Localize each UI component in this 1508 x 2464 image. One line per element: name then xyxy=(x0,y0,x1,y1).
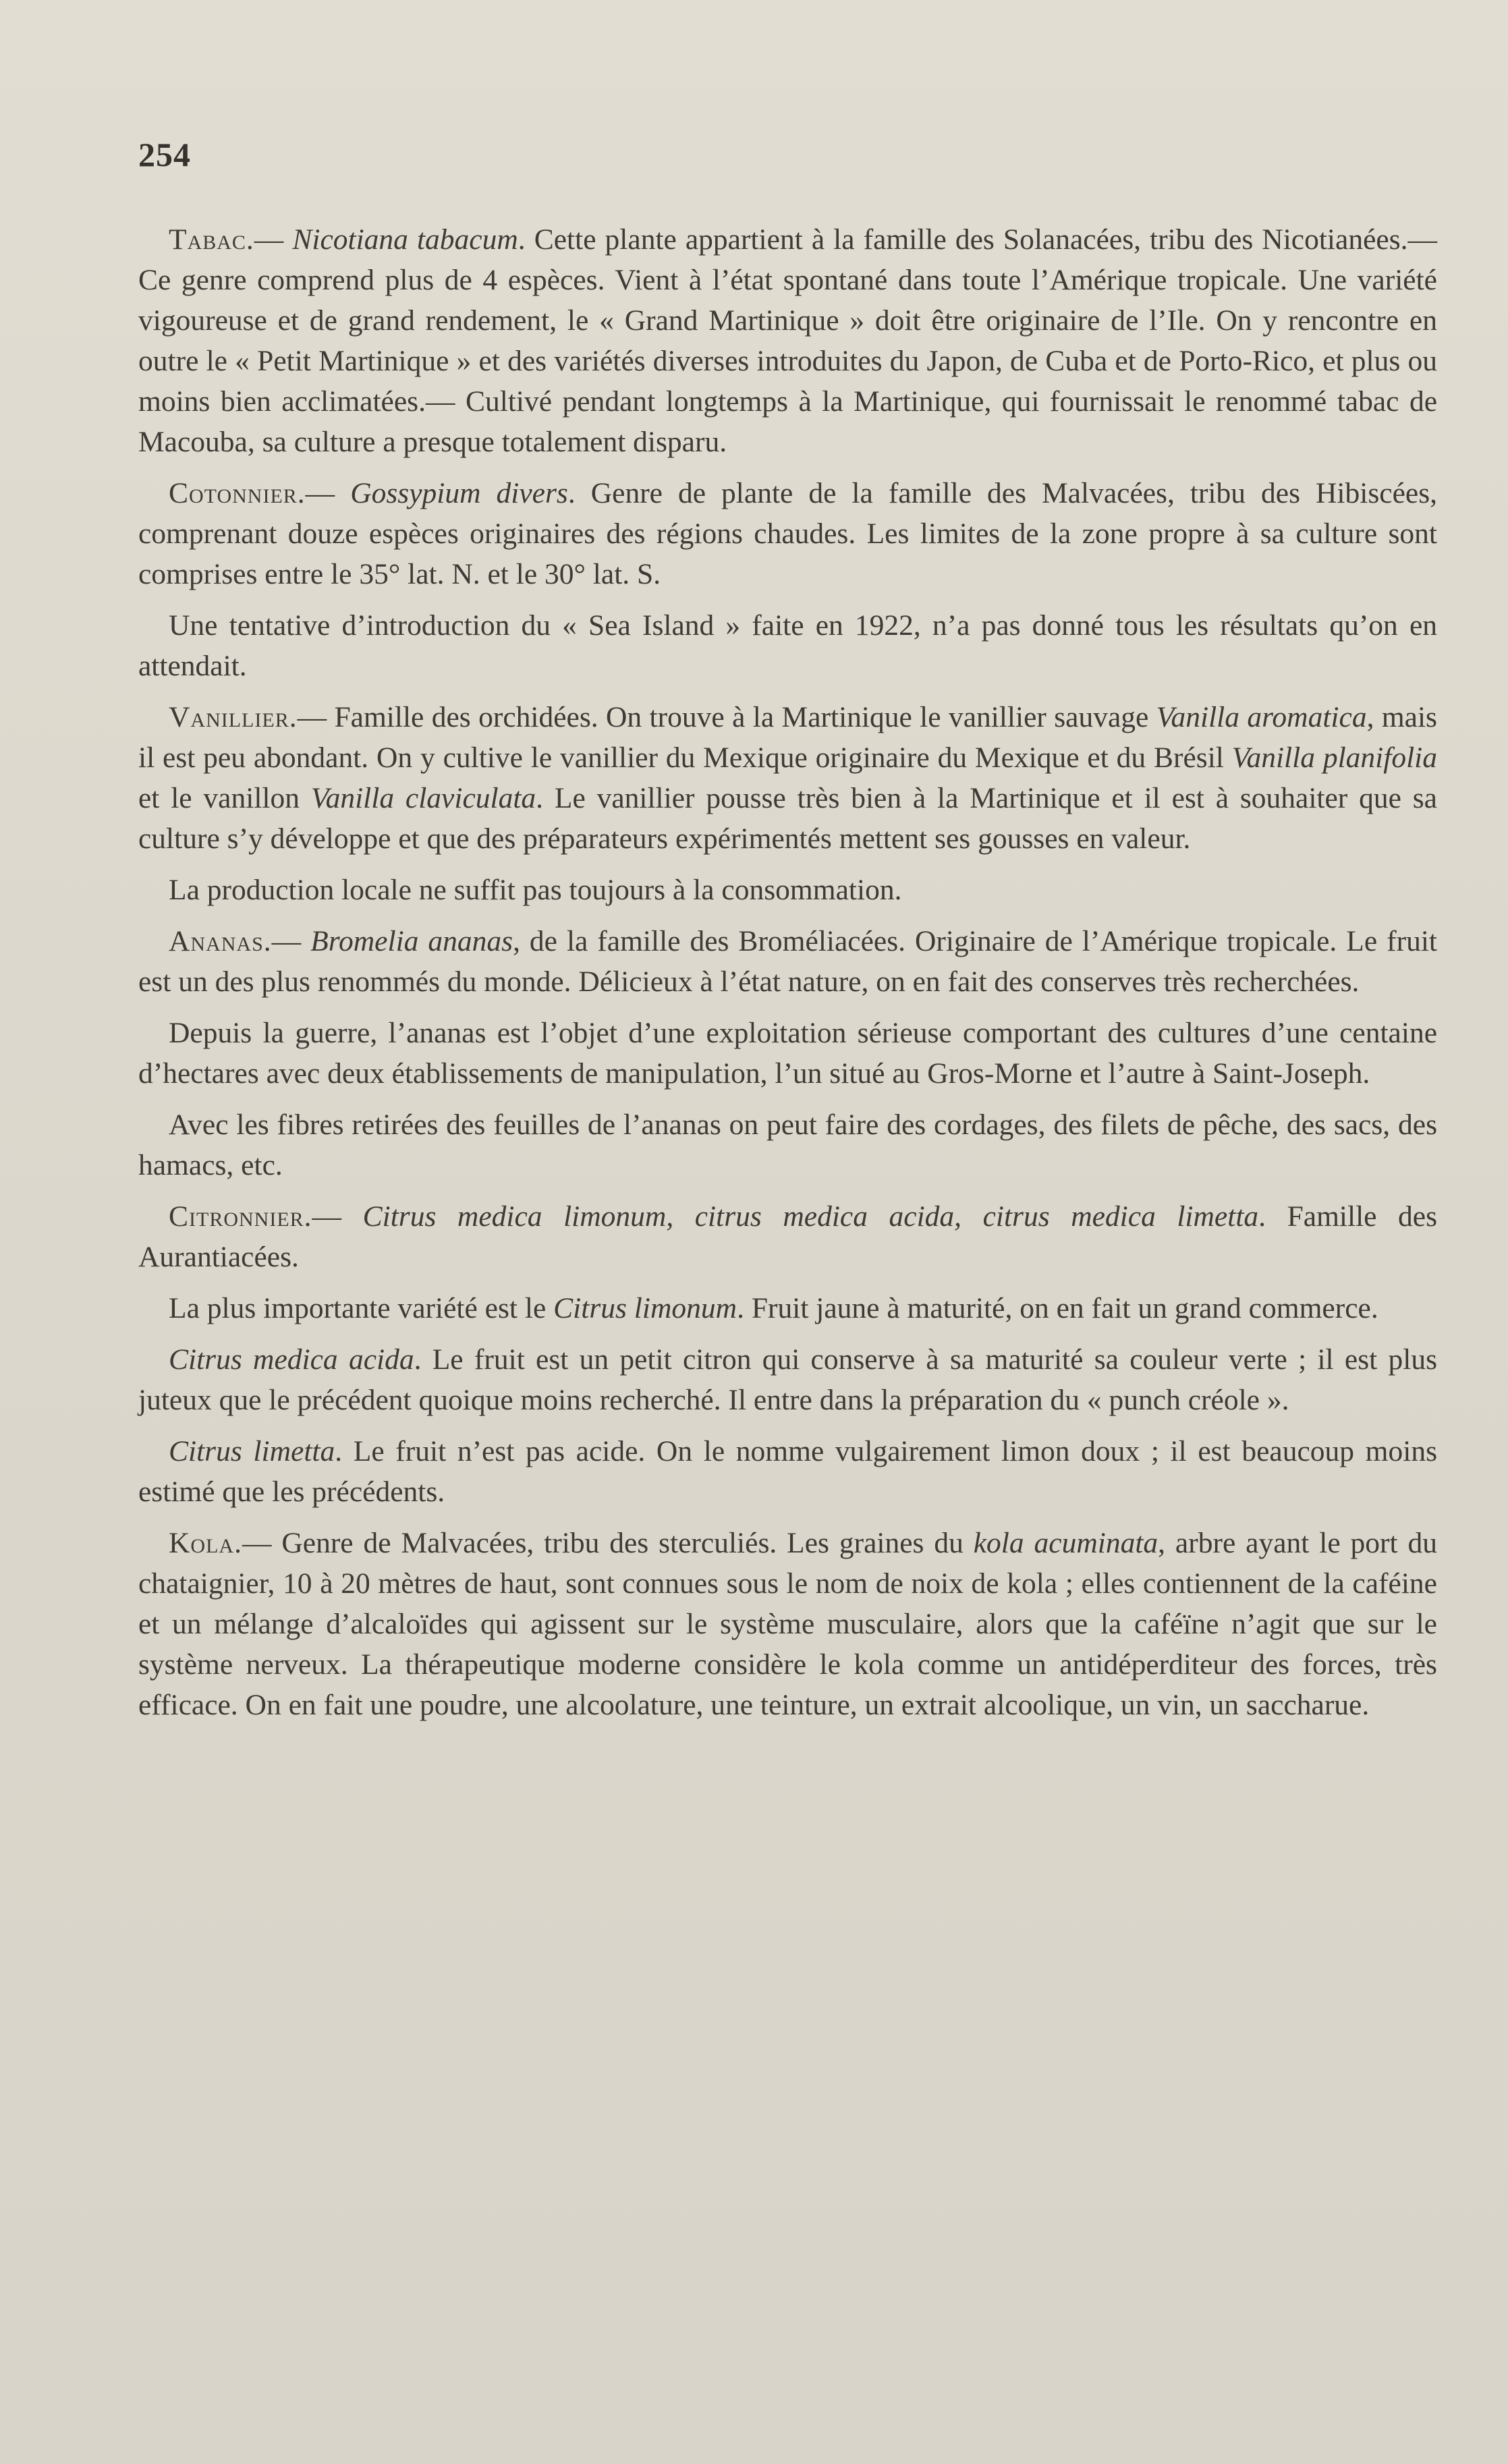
text-run: — Famille des orchidées. On trouve à la Martinique le vanillier sauvage xyxy=(297,701,1156,733)
body-text xyxy=(138,219,1437,1725)
text-run: . Famille des Aurantiacées. xyxy=(138,1200,1438,1273)
text-run: La plus importante variété est le xyxy=(169,1292,554,1324)
paragraph xyxy=(138,1288,1437,1328)
latin-name: Vanilla claviculata xyxy=(310,782,536,814)
paragraph xyxy=(138,1339,1437,1420)
text-run: . Le vanillier pousse très bien à la Martinique et il est à souhaiter que sa culture s’y développe et que des préparateurs expérimentés mettent ses gousses en valeur. xyxy=(138,782,1437,855)
text-run: , arbre ayant le port du chataignier, 10 à 20 mètres de haut, sont connues sous le nom de noix de kola ; elles contiennent de la caféine et un mélange d’alcaloïdes qui agissent sur le système musculaire, alors que la caféïne n’agit que sur le système nerveux. La thérapeutique moderne considère le kola comme un antidéperditeur des forces, très efficace. On en fait une poudre, une alcoolature, une teinture, un extrait alcoolique, un vin, un saccharue. xyxy=(138,1527,1437,1721)
entry-heading: Tabac. xyxy=(169,223,254,256)
text-run: — xyxy=(312,1200,363,1233)
entry-heading: Kola. xyxy=(169,1527,242,1559)
text-run: — Genre de Malvacées, tribu des sterculiés. Les graines du xyxy=(242,1527,974,1559)
entry-heading: Ananas. xyxy=(169,925,272,957)
paragraph xyxy=(138,1013,1437,1094)
latin-name: Citrus limetta xyxy=(169,1435,335,1467)
paragraph xyxy=(138,605,1437,686)
latin-name: Nicotiana tabacum xyxy=(292,223,518,256)
text-run: . Le fruit est un petit citron qui conserve à sa maturité sa couleur verte ; il est plus juteux que le précédent quoique moins recherché. Il entre dans la préparation du « punch créole ». xyxy=(138,1343,1437,1416)
latin-name: kola acuminata xyxy=(973,1527,1158,1559)
text-run: , mais il est peu abondant. On y cultive le vanillier du Mexique originaire du Mexique et du Brésil xyxy=(138,701,1437,774)
paragraph xyxy=(138,1196,1437,1277)
paragraph xyxy=(138,697,1437,859)
paragraph xyxy=(138,219,1437,462)
text-run: — xyxy=(305,477,351,509)
entry-heading: Cotonnier. xyxy=(169,477,306,509)
text-run: . Genre de plante de la famille des Malvacées, tribu des Hibiscées, comprenant douze espèces originaires des régions chaudes. Les limites de la zone propre à sa culture sont comprises entre le 35° lat. N. et le 30° lat. S. xyxy=(138,477,1438,590)
text-run: , de la famille des Broméliacées. Originaire de l’Amérique tropicale. Le fruit est un des plus renommés du monde. Délicieux à l’état nature, on en fait des conserves très recherchées. xyxy=(138,925,1437,998)
latin-name: Citrus medica limonum, citrus medica acida, citrus medica limetta xyxy=(362,1200,1259,1233)
text-run: . Fruit jaune à maturité, on en fait un grand commerce. xyxy=(737,1292,1378,1324)
text-run: — xyxy=(271,925,311,957)
latin-name: Vanilla aromatica xyxy=(1156,701,1367,733)
paragraph xyxy=(138,473,1437,594)
paragraph xyxy=(138,1523,1437,1725)
page-number: 254 xyxy=(138,136,191,173)
text-run: La production locale ne suffit pas toujours à la consommation. xyxy=(169,874,902,906)
text-run: . Cette plante appartient à la famille des Solanacées, tribu des Nicotianées.— Ce genre comprend plus de 4 espèces. Vient à l’état spontané dans toute l’Amérique tropicale. Une variété vigoureuse et de grand rendement, le « Grand Martinique » doit être originaire de l’Ile. On y rencontre en outre le « Petit Martinique » et des variétés diverses introduites du Japon, de Cuba et de Porto-Rico, et plus ou moins bien acclimatées.— Cultivé pendant longtemps à la Martinique, qui fournissait le renommé tabac de Macouba, sa culture a presque totalement disparu. xyxy=(138,223,1437,458)
latin-name: Vanilla planifolia xyxy=(1231,741,1437,774)
paragraph xyxy=(138,1431,1437,1512)
text-run: Depuis la guerre, l’ananas est l’objet d’une exploitation sérieuse comportant des cultures d’une centaine d’hectares avec deux établissements de manipulation, l’un situé au Gros-Morne et l’autre à Saint-Joseph. xyxy=(138,1017,1437,1090)
entry-heading: Citronnier. xyxy=(169,1200,312,1233)
text-run: Une tentative d’introduction du « Sea Island » faite en 1922, n’a pas donné tous les résultats qu’on en attendait. xyxy=(138,609,1437,682)
text-run: — xyxy=(254,223,293,256)
latin-name: Citrus medica acida xyxy=(169,1343,414,1376)
latin-name: Gossypium divers xyxy=(350,477,568,509)
text-run: Avec les fibres retirées des feuilles de l’ananas on peut faire des cordages, des filets de pêche, des sacs, des hamacs, etc. xyxy=(138,1109,1437,1181)
paragraph xyxy=(138,921,1437,1002)
latin-name: Citrus limonum xyxy=(553,1292,737,1324)
paragraph xyxy=(138,1104,1437,1185)
text-run: et le vanillon xyxy=(138,782,311,814)
paragraph xyxy=(138,870,1437,910)
latin-name: Bromelia ananas xyxy=(310,925,513,957)
entry-heading: Vanillier. xyxy=(169,701,298,733)
text-run: . Le fruit n’est pas acide. On le nomme vulgairement limon doux ; il est beaucoup moins estimé que les précédents. xyxy=(138,1435,1437,1508)
